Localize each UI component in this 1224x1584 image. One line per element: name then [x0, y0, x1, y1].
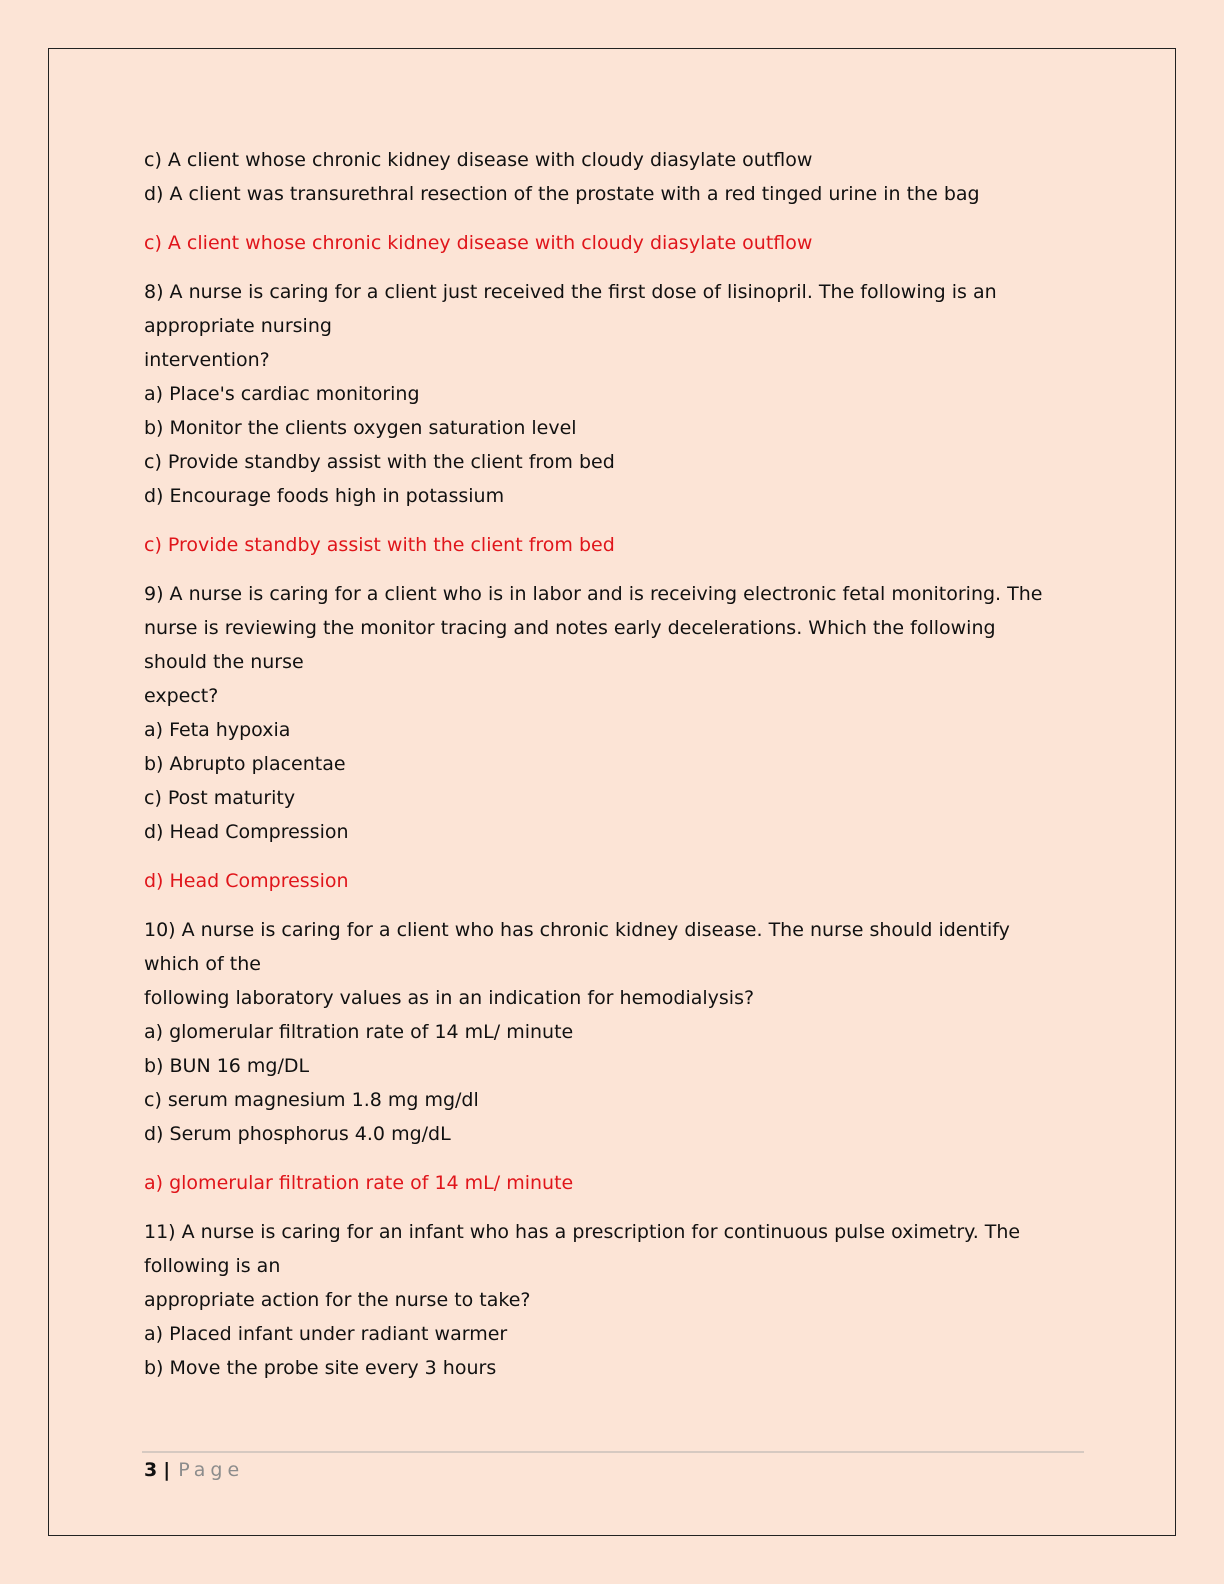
page-separator: | — [163, 1459, 171, 1481]
question-line: appropriate nursing — [144, 315, 332, 337]
question-line: d) Serum phosphorus 4.0 mg/dL — [144, 1123, 451, 1145]
question-line: a) Feta hypoxia — [144, 719, 291, 741]
answer-block — [144, 864, 1079, 898]
page-footer — [144, 1455, 244, 1485]
question-line: a) Place's cardiac monitoring — [144, 383, 420, 405]
question-line: c) A client whose chronic kidney disease with cloudy diasylate outflow — [144, 149, 813, 171]
question-line: appropriate action for the nurse to take? — [144, 1289, 531, 1311]
question-text: 10) A nurse is caring for a client who has chronic kidney disease. The nurse should identify — [144, 919, 1010, 941]
document-body — [144, 143, 1079, 1385]
question-text: 9) A nurse is caring for a client who is in labor and is receiving electronic fetal monitoring. The — [144, 583, 1043, 605]
question-line: d) Head Compression — [144, 821, 349, 843]
question-line: c) Provide standby assist with the client from bed — [144, 451, 615, 473]
question-line: a) glomerular filtration rate of 14 mL/ minute — [144, 1021, 574, 1043]
question-line: d) Encourage foods high in potassium — [144, 485, 505, 507]
question-line: a) Placed infant under radiant warmer — [144, 1323, 508, 1345]
question-line: intervention? — [144, 349, 270, 371]
question-line: expect? — [144, 685, 219, 707]
answer-text: c) Provide standby assist with the client from bed — [144, 534, 615, 556]
answer-text: d) Head Compression — [144, 870, 349, 892]
options-block — [144, 143, 1079, 211]
question-line: should the nurse — [144, 651, 304, 673]
question-line: b) BUN 16 mg/DL — [144, 1055, 310, 1077]
question-line: c) serum magnesium 1.8 mg mg/dl — [144, 1089, 479, 1111]
question-text: 8) A nurse is caring for a client just received the first dose of lisinopril. The following is an — [144, 281, 997, 303]
footer-divider — [142, 1451, 1084, 1453]
question-block — [144, 275, 1079, 513]
question-block — [144, 1215, 1079, 1385]
question-line: which of the — [144, 953, 261, 975]
answer-block — [144, 226, 1079, 260]
question-line: b) Abrupto placentae — [144, 753, 346, 775]
question-block — [144, 577, 1079, 849]
answer-block — [144, 528, 1079, 562]
question-line: b) Move the probe site every 3 hours — [144, 1357, 497, 1379]
page-number: 3 — [144, 1459, 158, 1481]
question-line: b) Monitor the clients oxygen saturation level — [144, 417, 577, 439]
question-block — [144, 913, 1079, 1151]
question-text: 11) A nurse is caring for an infant who has a prescription for continuous pulse oximetry. The — [144, 1221, 1021, 1243]
question-line: nurse is reviewing the monitor tracing and notes early decelerations. Which the following — [144, 617, 996, 639]
answer-block — [144, 1166, 1079, 1200]
question-line: c) Post maturity — [144, 787, 296, 809]
question-line: following is an — [144, 1255, 281, 1277]
question-line: d) A client was transurethral resection of the prostate with a red tinged urine in the bag — [144, 183, 980, 205]
question-line: following laboratory values as in an indication for hemodialysis? — [144, 987, 755, 1009]
answer-text: c) A client whose chronic kidney disease with cloudy diasylate outflow — [144, 232, 813, 254]
page-label: Page — [178, 1459, 245, 1481]
answer-text: a) glomerular filtration rate of 14 mL/ minute — [144, 1172, 574, 1194]
